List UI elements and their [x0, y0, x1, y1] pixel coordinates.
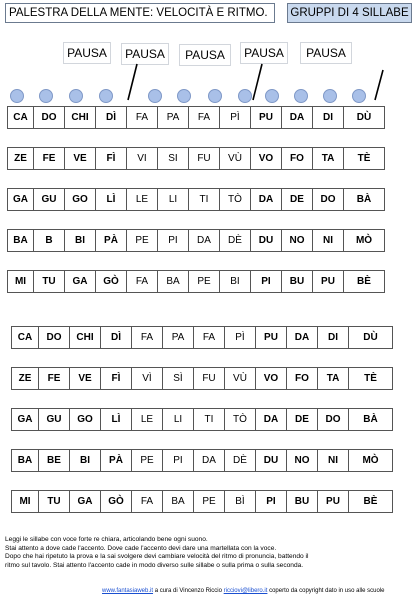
syllable-cell: DÌ [96, 107, 127, 129]
syllable-cell: DÙ [349, 327, 393, 349]
spacer-cell [158, 211, 189, 230]
spacer-cell [163, 349, 194, 368]
syllable-cell: BÀ [349, 409, 393, 431]
syllable-cell: GU [39, 409, 70, 431]
spacer-cell [194, 390, 225, 409]
spacer-cell [158, 170, 189, 189]
row-spacer [8, 211, 385, 230]
instruction-line: ritmo sul tavolo. Stai attento l'accento cade in modo diverso sulle sillabe o sulla prima o sulla seconda. [5, 561, 304, 569]
spacer-cell [287, 390, 318, 409]
spacer-cell [313, 170, 344, 189]
spacer-cell [34, 252, 65, 271]
syllable-cell: BE [39, 450, 70, 472]
pausa-label-2: PAUSA [121, 43, 169, 65]
spacer-cell [132, 390, 163, 409]
spacer-cell [194, 472, 225, 491]
syllable-cell: PÌ [225, 327, 256, 349]
syllable-cell: BI [70, 450, 101, 472]
spacer-cell [12, 472, 39, 491]
syllable-row [8, 148, 385, 170]
spacer-cell [256, 472, 287, 491]
syllable-cell: BA [8, 230, 34, 252]
syllable-cell: LI [163, 409, 194, 431]
syllable-cell: VÙ [225, 368, 256, 390]
syllable-cell: PE [189, 271, 220, 293]
spacer-cell [70, 349, 101, 368]
spacer-cell [70, 431, 101, 450]
spacer-cell [132, 349, 163, 368]
spacer-cell [220, 129, 251, 148]
spacer-cell [101, 390, 132, 409]
syllable-cell: LÌ [101, 409, 132, 431]
spacer-cell [34, 211, 65, 230]
syllable-cell: DO [318, 409, 349, 431]
instructions [5, 536, 411, 570]
spacer-cell [12, 390, 39, 409]
spacer-cell [256, 390, 287, 409]
spacer-cell [70, 390, 101, 409]
spacer-cell [251, 129, 282, 148]
syllable-cell: TÒ [220, 189, 251, 211]
spacer-cell [313, 252, 344, 271]
syllable-cell: CHI [70, 327, 101, 349]
syllable-row [12, 450, 393, 472]
syllable-cell: TÈ [344, 148, 385, 170]
spacer-cell [349, 349, 393, 368]
syllable-cell: PÀ [96, 230, 127, 252]
syllable-cell: SÌ [163, 368, 194, 390]
spacer-cell [251, 211, 282, 230]
pausa-label-5: PAUSA [300, 42, 352, 64]
row-spacer [8, 252, 385, 271]
spacer-cell [127, 170, 158, 189]
spacer-cell [318, 431, 349, 450]
syllable-cell: DÙ [344, 107, 385, 129]
site-link[interactable]: www.fantasiaweb.it [102, 588, 154, 594]
syllable-cell: FE [34, 148, 65, 170]
spacer-cell [39, 390, 70, 409]
syllable-cell: PA [163, 327, 194, 349]
syllable-cell: DU [256, 450, 287, 472]
spacer-cell [158, 252, 189, 271]
syllable-row [8, 107, 385, 129]
syllable-cell: BÈ [344, 271, 385, 293]
syllable-cell: TA [313, 148, 344, 170]
spacer-cell [70, 472, 101, 491]
row-spacer [8, 129, 385, 148]
syllable-cell: PU [313, 271, 344, 293]
syllable-cell: FO [287, 368, 318, 390]
row-spacer [12, 472, 393, 491]
spacer-cell [39, 472, 70, 491]
syllable-cell: PI [256, 491, 287, 513]
spacer-cell [96, 129, 127, 148]
group-label: GRUPPI DI 4 SILLABE [287, 3, 412, 23]
syllable-cell: FA [194, 327, 225, 349]
spacer-cell [101, 431, 132, 450]
syllable-cell: BA [158, 271, 189, 293]
spacer-cell [344, 211, 385, 230]
syllable-cell: FÌ [101, 368, 132, 390]
syllable-cell: MI [8, 271, 34, 293]
syllable-cell: FÌ [96, 148, 127, 170]
syllable-cell: VO [256, 368, 287, 390]
spacer-cell [8, 170, 34, 189]
syllable-cell: ZE [8, 148, 34, 170]
syllable-cell: PU [251, 107, 282, 129]
pausa-label-3: PAUSA [179, 44, 231, 66]
syllable-cell: PI [158, 230, 189, 252]
spacer-cell [189, 129, 220, 148]
syllable-cell: GA [8, 189, 34, 211]
syllable-cell: DE [287, 409, 318, 431]
spacer-cell [313, 129, 344, 148]
spacer-cell [127, 211, 158, 230]
syllable-cell: VÙ [220, 148, 251, 170]
row-spacer [12, 349, 393, 368]
spacer-cell [349, 472, 393, 491]
spacer-cell [194, 349, 225, 368]
spacer-cell [39, 349, 70, 368]
spacer-cell [158, 129, 189, 148]
spacer-cell [282, 211, 313, 230]
spacer-cell [39, 431, 70, 450]
syllable-cell: DO [39, 327, 70, 349]
syllable-cell: FU [189, 148, 220, 170]
spacer-cell [225, 472, 256, 491]
syllable-cell: FU [194, 368, 225, 390]
spacer-cell [313, 211, 344, 230]
syllable-cell: BI [65, 230, 96, 252]
syllable-cell: FA [127, 107, 158, 129]
syllable-cell: BÀ [344, 189, 385, 211]
syllable-cell: PI [251, 271, 282, 293]
syllable-cell: FA [132, 327, 163, 349]
footer [102, 588, 385, 594]
syllable-cell: BU [287, 491, 318, 513]
syllable-row [12, 409, 393, 431]
spacer-cell [163, 472, 194, 491]
syllable-row [12, 491, 393, 513]
syllable-cell: BÈ [349, 491, 393, 513]
spacer-cell [132, 431, 163, 450]
spacer-cell [287, 472, 318, 491]
spacer-cell [163, 431, 194, 450]
syllable-cell: VE [65, 148, 96, 170]
syllable-cell: LE [132, 409, 163, 431]
syllable-cell: MÒ [344, 230, 385, 252]
syllable-cell: CA [12, 327, 39, 349]
spacer-cell [225, 431, 256, 450]
syllable-cell: GÒ [96, 271, 127, 293]
spacer-cell [96, 170, 127, 189]
syllable-row [8, 271, 385, 293]
spacer-cell [12, 349, 39, 368]
syllable-cell: BI [220, 271, 251, 293]
spacer-cell [189, 211, 220, 230]
pausa-label-1: PAUSA [63, 42, 111, 64]
syllable-cell: DÈ [220, 230, 251, 252]
instruction-line: Leggi le sillabe con voce forte re chiara, articolando bene ogni suono. [5, 536, 208, 543]
syllable-cell: PÀ [101, 450, 132, 472]
syllable-cell: TA [318, 368, 349, 390]
syllable-table-2 [11, 326, 393, 513]
spacer-cell [225, 349, 256, 368]
row-spacer [12, 431, 393, 450]
syllable-cell: GÒ [101, 491, 132, 513]
syllable-cell: LE [127, 189, 158, 211]
spacer-cell [349, 390, 393, 409]
spacer-cell [256, 431, 287, 450]
spacer-cell [127, 252, 158, 271]
spacer-cell [220, 170, 251, 189]
syllable-cell: GA [12, 409, 39, 431]
syllable-cell: FA [127, 271, 158, 293]
syllable-cell: DI [313, 107, 344, 129]
spacer-cell [349, 431, 393, 450]
spacer-cell [287, 349, 318, 368]
spacer-cell [194, 431, 225, 450]
syllable-cell: PA [158, 107, 189, 129]
spacer-cell [344, 170, 385, 189]
syllable-cell: NI [318, 450, 349, 472]
syllable-cell: FA [132, 491, 163, 513]
syllable-cell: BÌ [225, 491, 256, 513]
spacer-cell [189, 170, 220, 189]
syllable-cell: MÒ [349, 450, 393, 472]
spacer-cell [96, 252, 127, 271]
syllable-cell: DA [287, 327, 318, 349]
syllable-cell: TÈ [349, 368, 393, 390]
syllable-cell: DU [251, 230, 282, 252]
syllable-cell: TU [39, 491, 70, 513]
syllable-cell: CA [8, 107, 34, 129]
syllable-cell: TI [194, 409, 225, 431]
spacer-cell [220, 211, 251, 230]
pause-slash-2 [253, 64, 262, 100]
pausa-label-4: PAUSA [240, 42, 288, 64]
instruction-line: Stai attento a dove cade l'accento. Dove cade l'accento devi dare una martellata con la voce. [5, 544, 277, 552]
spacer-cell [318, 390, 349, 409]
spacer-cell [34, 170, 65, 189]
spacer-cell [12, 431, 39, 450]
syllable-cell: NO [287, 450, 318, 472]
syllable-cell: TI [189, 189, 220, 211]
syllable-cell: VE [70, 368, 101, 390]
syllable-cell: PI [163, 450, 194, 472]
syllable-cell: VÌ [132, 368, 163, 390]
spacer-cell [8, 129, 34, 148]
spacer-cell [251, 170, 282, 189]
rights-text: coperto da copyright dato in uso alle scuole [269, 588, 385, 594]
syllable-cell: PE [127, 230, 158, 252]
spacer-cell [318, 472, 349, 491]
spacer-cell [318, 349, 349, 368]
spacer-cell [189, 252, 220, 271]
syllable-cell: GO [65, 189, 96, 211]
syllable-cell: BA [12, 450, 39, 472]
page-title: PALESTRA DELLA MENTE: VELOCITÀ E RITMO. [5, 3, 275, 23]
syllable-cell: DA [251, 189, 282, 211]
syllable-row [12, 368, 393, 390]
syllable-cell: DÈ [225, 450, 256, 472]
email-link[interactable]: ricciovi@libero.it [223, 588, 268, 594]
syllable-cell: BU [282, 271, 313, 293]
syllable-cell: DA [256, 409, 287, 431]
syllable-cell: LI [158, 189, 189, 211]
syllable-cell: DÌ [101, 327, 132, 349]
pause-slash-1 [128, 64, 137, 100]
syllable-cell: CHI [65, 107, 96, 129]
spacer-cell [251, 252, 282, 271]
syllable-cell: GU [34, 189, 65, 211]
syllable-cell: TU [34, 271, 65, 293]
author-text: a cura di Vincenzo Riccio [154, 588, 222, 594]
pause-slash-3 [375, 70, 383, 100]
syllable-cell: DA [194, 450, 225, 472]
row-spacer [8, 170, 385, 189]
syllable-cell: DO [34, 107, 65, 129]
syllable-cell: TÒ [225, 409, 256, 431]
syllable-cell: DO [313, 189, 344, 211]
syllable-cell: ZE [12, 368, 39, 390]
syllable-cell: DE [282, 189, 313, 211]
syllable-cell: DI [318, 327, 349, 349]
syllable-cell: GA [70, 491, 101, 513]
syllable-cell: LÌ [96, 189, 127, 211]
spacer-cell [65, 129, 96, 148]
syllable-cell: FA [189, 107, 220, 129]
syllable-cell: PU [256, 327, 287, 349]
spacer-cell [282, 170, 313, 189]
syllable-row [12, 327, 393, 349]
syllable-cell: PE [132, 450, 163, 472]
syllable-cell: GA [65, 271, 96, 293]
syllable-cell: PE [194, 491, 225, 513]
spacer-cell [101, 472, 132, 491]
instruction-line: Dopo che hai ripetuto la prova e la sai svolgere devi cambiare velocità del ritmo di pronuncia, battendo il [5, 553, 309, 561]
spacer-cell [163, 390, 194, 409]
spacer-cell [220, 252, 251, 271]
spacer-cell [282, 129, 313, 148]
spacer-cell [96, 211, 127, 230]
syllable-cell: FO [282, 148, 313, 170]
syllable-cell: NO [282, 230, 313, 252]
syllable-cell: MI [12, 491, 39, 513]
spacer-cell [287, 431, 318, 450]
syllable-row [8, 230, 385, 252]
spacer-cell [127, 129, 158, 148]
spacer-cell [225, 390, 256, 409]
spacer-cell [8, 252, 34, 271]
syllable-cell: NI [313, 230, 344, 252]
syllable-cell: DA [282, 107, 313, 129]
syllable-cell: PU [318, 491, 349, 513]
syllable-cell: SI [158, 148, 189, 170]
spacer-cell [8, 211, 34, 230]
syllable-cell: PÌ [220, 107, 251, 129]
syllable-table-1 [7, 106, 385, 293]
spacer-cell [65, 252, 96, 271]
spacer-cell [101, 349, 132, 368]
spacer-cell [34, 129, 65, 148]
syllable-cell: GO [70, 409, 101, 431]
syllable-cell: VO [251, 148, 282, 170]
syllable-cell: BA [163, 491, 194, 513]
pause-slash-marks [0, 0, 416, 110]
spacer-cell [256, 349, 287, 368]
spacer-cell [132, 472, 163, 491]
syllable-cell: B [34, 230, 65, 252]
spacer-cell [65, 211, 96, 230]
syllable-cell: DA [189, 230, 220, 252]
syllable-cell: VI [127, 148, 158, 170]
spacer-cell [65, 170, 96, 189]
spacer-cell [344, 252, 385, 271]
row-spacer [12, 390, 393, 409]
syllable-cell: FE [39, 368, 70, 390]
spacer-cell [344, 129, 385, 148]
syllable-row [8, 189, 385, 211]
spacer-cell [282, 252, 313, 271]
